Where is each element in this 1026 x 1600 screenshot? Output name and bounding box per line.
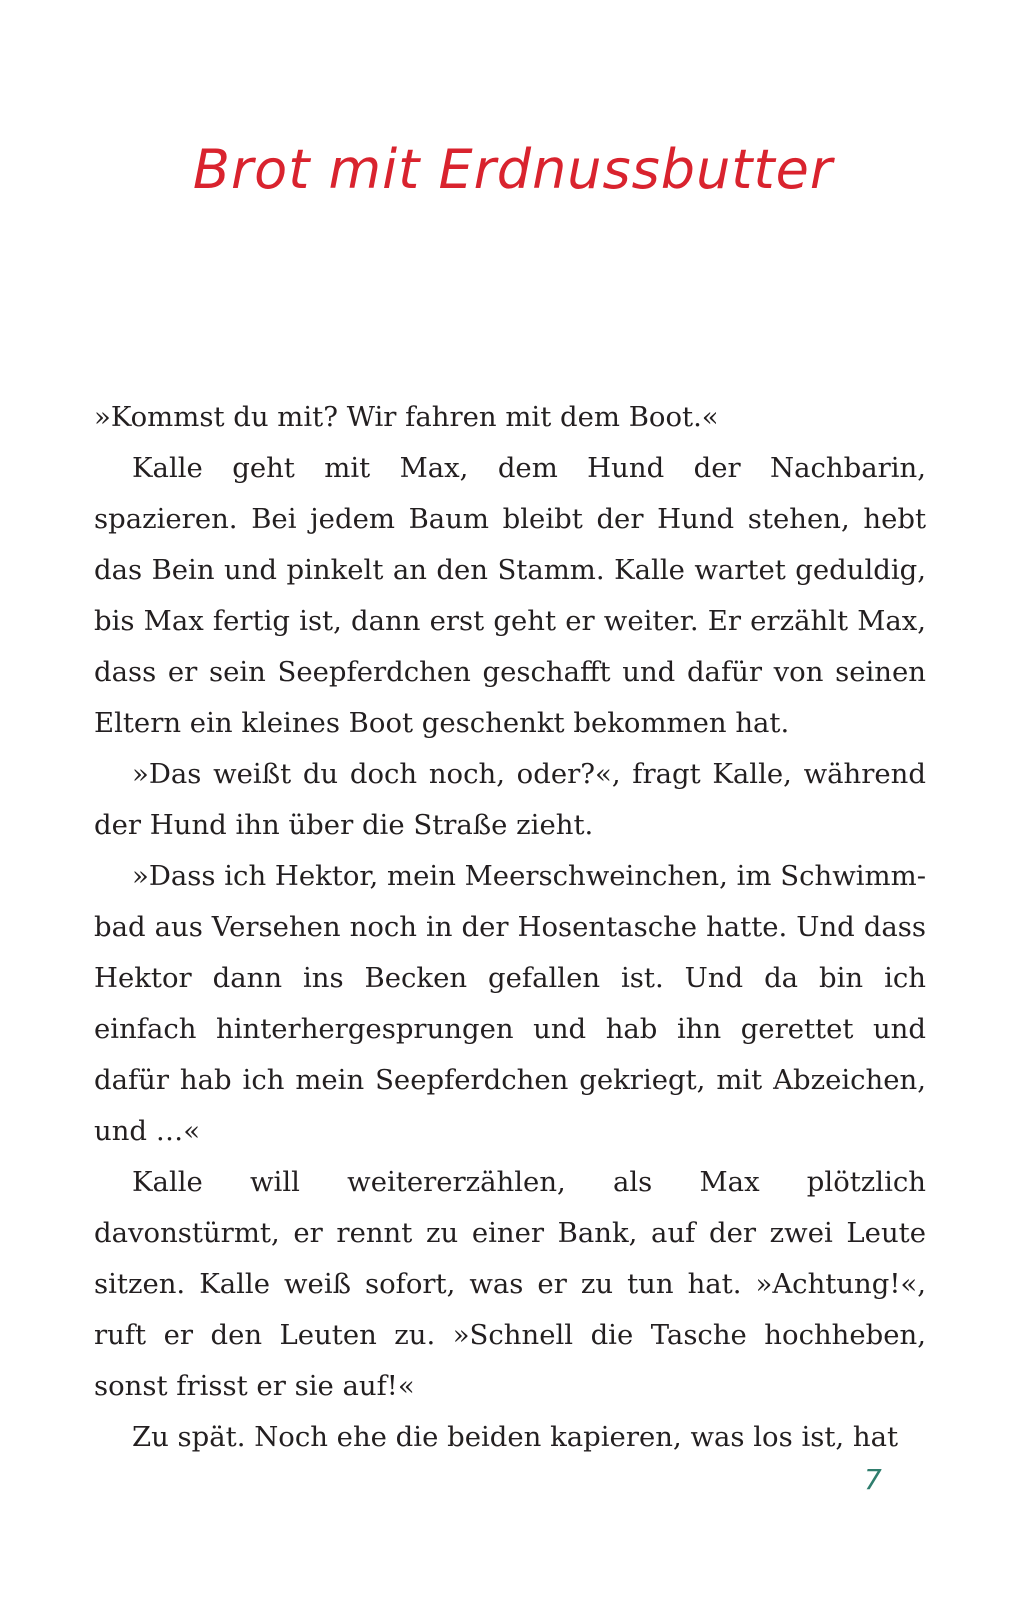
paragraph: »Das weißt du doch noch, oder?«, fragt Kalle, während der Hund ihn über die Straße zieht.: [94, 758, 926, 841]
paragraph: »Dass ich Hektor, mein Meerschweinchen, im Schwimmbad aus Versehen noch in der Hosentasche hatte. Und dass Hektor dann ins Becken gefallen ist. Und da bin ich einfach hinterhergesprungen und hab ihn gerettet und dafür hab ich mein Seepferdchen gekriegt, mit Abzeichen, und …«: [94, 860, 926, 1147]
paragraph: »Kommst du mit? Wir fahren mit dem Boot.«: [94, 401, 719, 433]
body-text: [94, 392, 926, 1463]
paragraph: Kalle geht mit Max, dem Hund der Nachbarin, spazieren. Bei jedem Baum bleibt der Hund stehen, hebt das Bein und pinkelt an den Stamm. Kalle wartet geduldig, bis Max fertig ist, dann erst geht er weiter. Er erzählt Max, dass er sein Seepferdchen geschafft und dafür von seinen Eltern ein kleines Boot geschenkt bekommen hat.: [94, 452, 926, 739]
paragraph: Zu spät. Noch ehe die beiden kapieren, was los ist, hat: [132, 1421, 899, 1453]
page-number: 7: [864, 1463, 882, 1496]
chapter-title: Brot mit Erdnussbutter: [192, 138, 834, 201]
paragraph: Kalle will weitererzählen, als Max plötzlich davonstürmt, er rennt zu einer Bank, auf der zwei Leute sitzen. Kalle weiß sofort, was er zu tun hat. »Achtung!«, ruft er den Leuten zu. »Schnell die Tasche hochheben, sonst frisst er sie auf!«: [94, 1166, 926, 1402]
